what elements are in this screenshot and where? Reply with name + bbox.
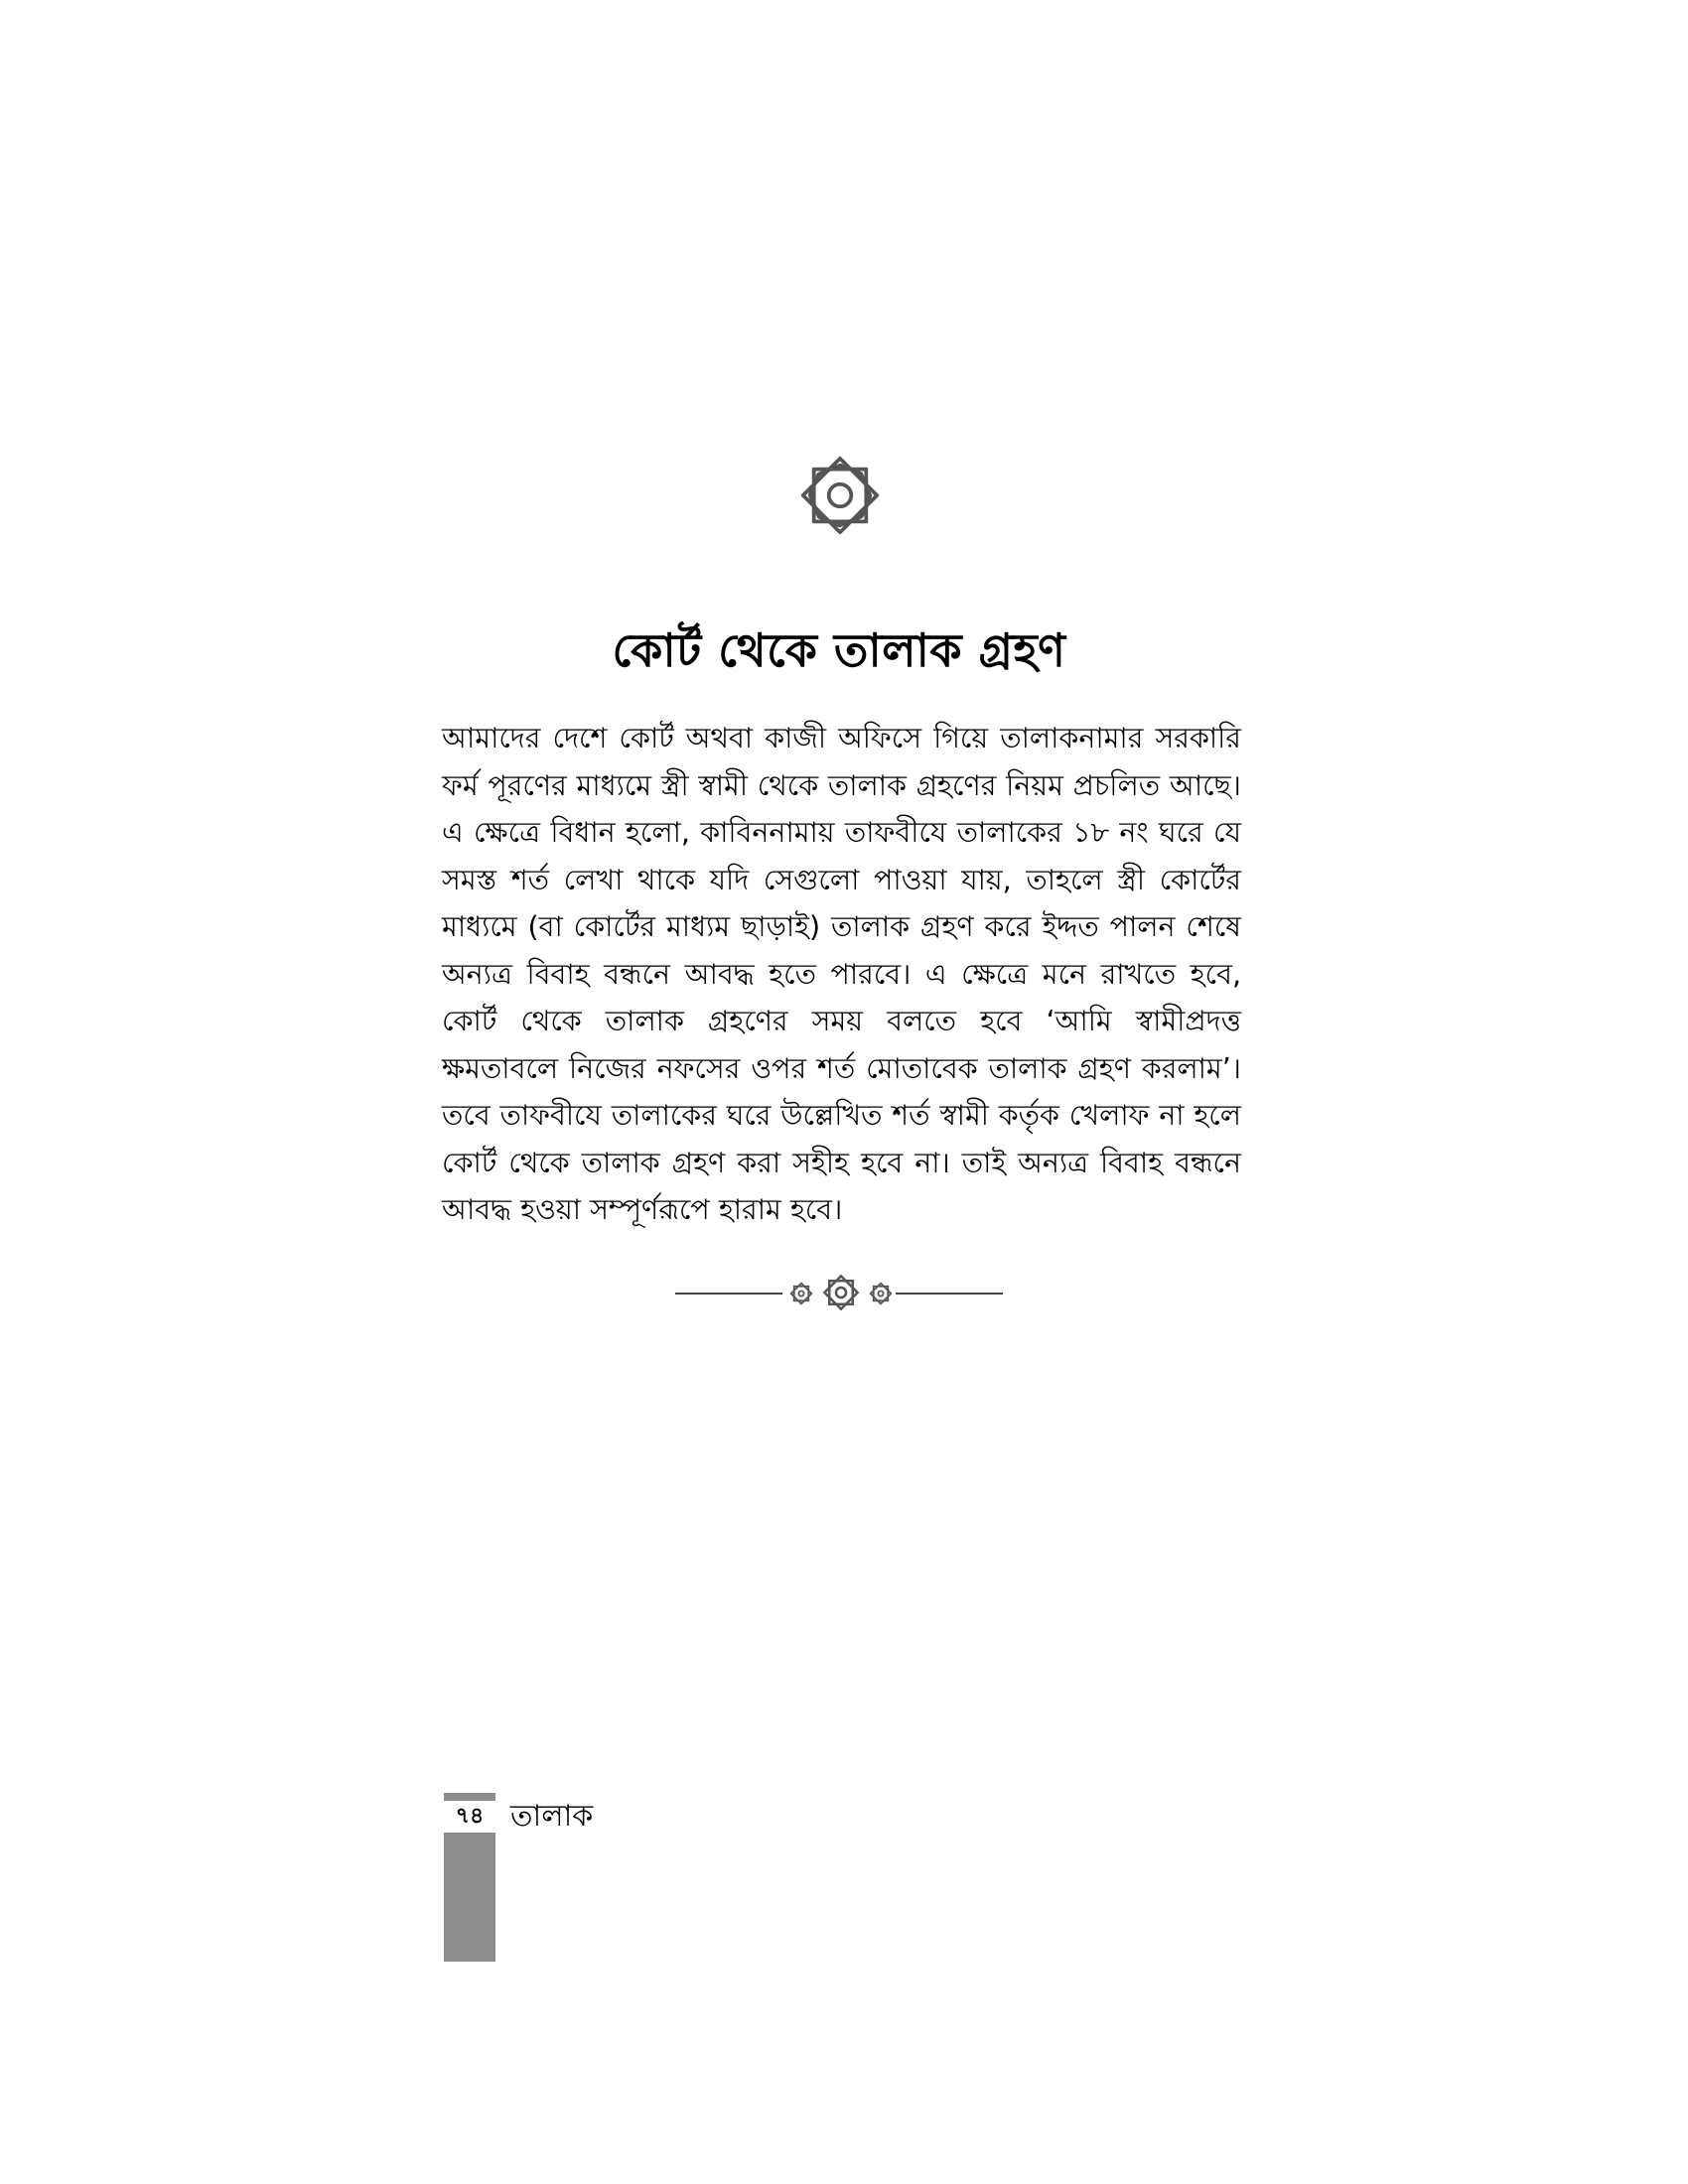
octagram-rosette-icon bbox=[793, 449, 887, 542]
page-number: ৭৪ bbox=[455, 1804, 485, 1829]
large-rosette-icon bbox=[820, 1272, 862, 1313]
body-paragraph: আমাদের দেশে কোর্ট অথবা কাজী অফিসে গিয়ে তালাকনামার সরকারি ফর্ম পূরণের মাধ্যমে স্ত্রী স্বামী থেকে তালাক গ্রহণের নিয়ম প্রচলিত আছে। এ ক্ষেত্রে বিধান হলো, কাবিননামায় তাফবীযে তালাকের ১৮ নং ঘরে যে সমস্ত শর্ত লেখা থাকে যদি সেগুলো পাওয়া যায়, তাহলে স্ত্রী কোর্টের মাধ্যমে (বা কোর্টের মাধ্যম ছাড়াই) তালাক গ্রহণ করে ইদ্দত পালন শেষে অন্যত্র বিবাহ বন্ধনে আবদ্ধ হতে পারবে। এ ক্ষেত্রে মনে রাখতে হবে, কোর্ট থেকে তালাক গ্রহণের সময় বলতে হবে ‘আমি স্বামীপ্রদত্ত ক্ষমতাবলে নিজের নফসের ওপর শর্ত মোতাবেক তালাক গ্রহণ করলাম’। তবে তাফবীযে তালাকের ঘরে উল্লেখিত শর্ত স্বামী কর্তৃক খেলাফ না হলে কোর্ট থেকে তালাক গ্রহণ করা সহীহ হবে না। তাই অন্যত্র বিবাহ বন্ধনে আবদ্ধ হওয়া সম্পূর্ণরূপে হারাম হবে। bbox=[442, 722, 1241, 1226]
page-tab-bar bbox=[444, 1833, 495, 1962]
divider-rule-right bbox=[896, 1293, 1003, 1295]
divider-rule-left bbox=[675, 1293, 782, 1295]
page-tab bbox=[444, 1793, 495, 1962]
small-rosette-icon bbox=[788, 1281, 814, 1306]
section-divider bbox=[675, 1269, 1003, 1318]
chapter-title: কোর্ট থেকে তালাক গ্রহণ bbox=[612, 623, 1066, 677]
page-tab-top bbox=[444, 1793, 495, 1801]
running-title: তালাক bbox=[510, 1799, 594, 1834]
small-rosette-icon bbox=[868, 1281, 894, 1306]
page-footer bbox=[444, 1793, 841, 1962]
